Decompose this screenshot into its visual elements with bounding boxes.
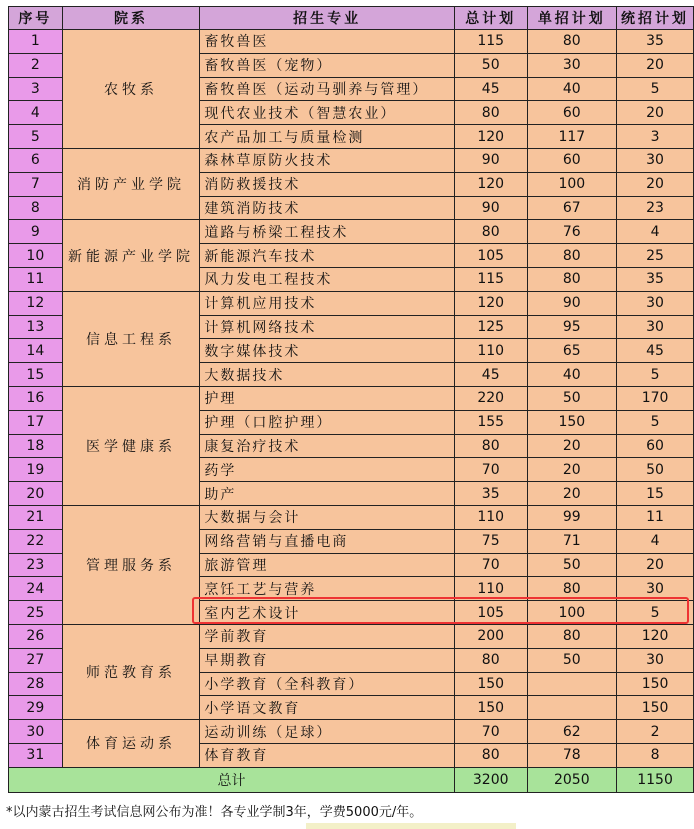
- major-cell: 建筑消防技术: [200, 196, 455, 220]
- major-cell: 旅游管理: [200, 553, 455, 577]
- major-cell: 小学教育（全科教育）: [200, 672, 455, 696]
- unified-plan-cell: 30: [617, 148, 694, 172]
- single-plan-cell: 78: [527, 743, 617, 767]
- major-cell: 畜牧兽医（运动马驯养与管理）: [200, 77, 455, 101]
- row-index: 25: [9, 601, 63, 625]
- row-index: 31: [9, 743, 63, 767]
- total-plan-cell: 90: [454, 148, 527, 172]
- single-plan-cell: 20: [527, 458, 617, 482]
- table-row: [9, 148, 694, 172]
- single-sum: 2050: [527, 767, 617, 792]
- header-major: 招生专业: [200, 7, 455, 30]
- total-plan-cell: 70: [454, 720, 527, 744]
- department-cell: 体育运动系: [62, 720, 200, 768]
- total-label: 总计: [9, 767, 455, 792]
- row-index: 8: [9, 196, 63, 220]
- header-department: 院系: [62, 7, 200, 30]
- single-plan-cell: 99: [527, 505, 617, 529]
- row-index: 13: [9, 315, 63, 339]
- major-cell: 数字媒体技术: [200, 339, 455, 363]
- total-row: [9, 767, 694, 792]
- total-plan-cell: 45: [454, 363, 527, 387]
- total-plan-cell: 35: [454, 482, 527, 506]
- department-cell: 医学健康系: [62, 386, 200, 505]
- total-plan-cell: 150: [454, 672, 527, 696]
- department-cell: 信息工程系: [62, 291, 200, 386]
- unified-plan-cell: 120: [617, 624, 694, 648]
- table-row: [9, 505, 694, 529]
- row-index: 20: [9, 482, 63, 506]
- single-plan-cell: [527, 696, 617, 720]
- major-cell: 护理（口腔护理）: [200, 410, 455, 434]
- single-plan-cell: 80: [527, 244, 617, 268]
- single-plan-cell: 80: [527, 624, 617, 648]
- single-plan-cell: 90: [527, 291, 617, 315]
- department-cell: 新能源产业学院: [62, 220, 200, 291]
- major-cell: 室内艺术设计: [200, 601, 455, 625]
- decorative-strip: [306, 823, 516, 829]
- row-index: 7: [9, 172, 63, 196]
- row-index: 14: [9, 339, 63, 363]
- major-cell: 风力发电工程技术: [200, 267, 455, 291]
- unified-plan-cell: 23: [617, 196, 694, 220]
- unified-plan-cell: 3: [617, 125, 694, 149]
- row-index: 3: [9, 77, 63, 101]
- single-plan-cell: 76: [527, 220, 617, 244]
- major-cell: 新能源汽车技术: [200, 244, 455, 268]
- single-plan-cell: 150: [527, 410, 617, 434]
- row-index: 23: [9, 553, 63, 577]
- unified-plan-cell: 30: [617, 291, 694, 315]
- major-cell: 计算机网络技术: [200, 315, 455, 339]
- major-cell: 畜牧兽医（宠物）: [200, 53, 455, 77]
- unified-plan-cell: 150: [617, 696, 694, 720]
- row-index: 18: [9, 434, 63, 458]
- header-total-plan: 总计划: [454, 7, 527, 30]
- row-index: 10: [9, 244, 63, 268]
- total-plan-cell: 110: [454, 339, 527, 363]
- table-row: [9, 624, 694, 648]
- unified-plan-cell: 35: [617, 30, 694, 54]
- total-plan-cell: 150: [454, 696, 527, 720]
- major-cell: 护理: [200, 386, 455, 410]
- unified-plan-cell: 4: [617, 220, 694, 244]
- row-index: 15: [9, 363, 63, 387]
- unified-plan-cell: 20: [617, 101, 694, 125]
- enrollment-plan-table: [8, 6, 694, 793]
- total-plan-cell: 110: [454, 505, 527, 529]
- row-index: 16: [9, 386, 63, 410]
- total-plan-cell: 80: [454, 101, 527, 125]
- major-cell: 运动训练（足球）: [200, 720, 455, 744]
- major-cell: 烹饪工艺与营养: [200, 577, 455, 601]
- row-index: 29: [9, 696, 63, 720]
- total-plan-cell: 120: [454, 291, 527, 315]
- single-plan-cell: 30: [527, 53, 617, 77]
- unified-plan-cell: 4: [617, 529, 694, 553]
- total-plan-cell: 75: [454, 529, 527, 553]
- unified-plan-cell: 8: [617, 743, 694, 767]
- total-plan-cell: 80: [454, 434, 527, 458]
- single-plan-cell: 80: [527, 577, 617, 601]
- header-row: [9, 7, 694, 30]
- row-index: 11: [9, 267, 63, 291]
- department-cell: 消防产业学院: [62, 148, 200, 219]
- major-cell: 农产品加工与质量检测: [200, 125, 455, 149]
- single-plan-cell: 50: [527, 386, 617, 410]
- table-row: [9, 386, 694, 410]
- row-index: 22: [9, 529, 63, 553]
- unified-plan-cell: 35: [617, 267, 694, 291]
- table-row: [9, 30, 694, 54]
- unified-plan-cell: 5: [617, 363, 694, 387]
- major-cell: 消防救援技术: [200, 172, 455, 196]
- major-cell: 森林草原防火技术: [200, 148, 455, 172]
- major-cell: 计算机应用技术: [200, 291, 455, 315]
- major-cell: 康复治疗技术: [200, 434, 455, 458]
- major-cell: 大数据技术: [200, 363, 455, 387]
- row-index: 2: [9, 53, 63, 77]
- single-plan-cell: 71: [527, 529, 617, 553]
- unified-plan-cell: 2: [617, 720, 694, 744]
- table-row: [9, 291, 694, 315]
- major-cell: 道路与桥梁工程技术: [200, 220, 455, 244]
- total-plan-cell: 70: [454, 553, 527, 577]
- unified-plan-cell: 45: [617, 339, 694, 363]
- row-index: 5: [9, 125, 63, 149]
- header-index: 序号: [9, 7, 63, 30]
- row-index: 24: [9, 577, 63, 601]
- total-plan-cell: 105: [454, 601, 527, 625]
- single-plan-cell: 65: [527, 339, 617, 363]
- single-plan-cell: 40: [527, 363, 617, 387]
- unified-plan-cell: 30: [617, 648, 694, 672]
- single-plan-cell: 20: [527, 434, 617, 458]
- single-plan-cell: 95: [527, 315, 617, 339]
- single-plan-cell: 80: [527, 267, 617, 291]
- unified-plan-cell: 5: [617, 601, 694, 625]
- footnote: *以内蒙古招生考试信息网公布为准！各专业学制3年，学费5000元/年。: [6, 805, 423, 820]
- unified-plan-cell: 60: [617, 434, 694, 458]
- header-unified-plan: 统招计划: [617, 7, 694, 30]
- unified-plan-cell: 11: [617, 505, 694, 529]
- department-cell: 农牧系: [62, 30, 200, 149]
- unified-plan-cell: 20: [617, 553, 694, 577]
- single-plan-cell: 60: [527, 148, 617, 172]
- table-row: [9, 220, 694, 244]
- total-plan-cell: 200: [454, 624, 527, 648]
- single-plan-cell: 20: [527, 482, 617, 506]
- row-index: 12: [9, 291, 63, 315]
- total-plan-cell: 80: [454, 743, 527, 767]
- table-body: [9, 30, 694, 793]
- unified-sum: 1150: [617, 767, 694, 792]
- unified-plan-cell: 30: [617, 577, 694, 601]
- table-row: [9, 720, 694, 744]
- major-cell: 早期教育: [200, 648, 455, 672]
- unified-plan-cell: 20: [617, 53, 694, 77]
- single-plan-cell: 100: [527, 172, 617, 196]
- row-index: 28: [9, 672, 63, 696]
- total-plan-cell: 220: [454, 386, 527, 410]
- total-plan-cell: 45: [454, 77, 527, 101]
- single-plan-cell: 117: [527, 125, 617, 149]
- total-plan-cell: 90: [454, 196, 527, 220]
- total-plan-cell: 125: [454, 315, 527, 339]
- major-cell: 现代农业技术（智慧农业）: [200, 101, 455, 125]
- unified-plan-cell: 170: [617, 386, 694, 410]
- total-plan-cell: 155: [454, 410, 527, 434]
- total-plan-cell: 120: [454, 172, 527, 196]
- unified-plan-cell: 20: [617, 172, 694, 196]
- major-cell: 网络营销与直播电商: [200, 529, 455, 553]
- major-cell: 体育教育: [200, 743, 455, 767]
- row-index: 21: [9, 505, 63, 529]
- major-cell: 畜牧兽医: [200, 30, 455, 54]
- single-plan-cell: [527, 672, 617, 696]
- row-index: 27: [9, 648, 63, 672]
- row-index: 1: [9, 30, 63, 54]
- unified-plan-cell: 30: [617, 315, 694, 339]
- total-plan-cell: 70: [454, 458, 527, 482]
- major-cell: 大数据与会计: [200, 505, 455, 529]
- single-plan-cell: 40: [527, 77, 617, 101]
- total-plan-cell: 110: [454, 577, 527, 601]
- single-plan-cell: 60: [527, 101, 617, 125]
- single-plan-cell: 80: [527, 30, 617, 54]
- unified-plan-cell: 15: [617, 482, 694, 506]
- single-plan-cell: 67: [527, 196, 617, 220]
- department-cell: 管理服务系: [62, 505, 200, 624]
- major-cell: 药学: [200, 458, 455, 482]
- total-plan-cell: 80: [454, 648, 527, 672]
- total-plan-cell: 50: [454, 53, 527, 77]
- major-cell: 小学语文教育: [200, 696, 455, 720]
- row-index: 30: [9, 720, 63, 744]
- major-cell: 学前教育: [200, 624, 455, 648]
- single-plan-cell: 100: [527, 601, 617, 625]
- unified-plan-cell: 50: [617, 458, 694, 482]
- total-plan-cell: 105: [454, 244, 527, 268]
- total-plan-cell: 80: [454, 220, 527, 244]
- row-index: 9: [9, 220, 63, 244]
- unified-plan-cell: 5: [617, 77, 694, 101]
- unified-plan-cell: 150: [617, 672, 694, 696]
- single-plan-cell: 50: [527, 648, 617, 672]
- department-cell: 师范教育系: [62, 624, 200, 719]
- single-plan-cell: 62: [527, 720, 617, 744]
- unified-plan-cell: 5: [617, 410, 694, 434]
- total-sum: 3200: [454, 767, 527, 792]
- single-plan-cell: 50: [527, 553, 617, 577]
- row-index: 19: [9, 458, 63, 482]
- total-plan-cell: 120: [454, 125, 527, 149]
- row-index: 6: [9, 148, 63, 172]
- major-cell: 助产: [200, 482, 455, 506]
- unified-plan-cell: 25: [617, 244, 694, 268]
- row-index: 26: [9, 624, 63, 648]
- total-plan-cell: 115: [454, 30, 527, 54]
- row-index: 17: [9, 410, 63, 434]
- header-single-plan: 单招计划: [527, 7, 617, 30]
- row-index: 4: [9, 101, 63, 125]
- total-plan-cell: 115: [454, 267, 527, 291]
